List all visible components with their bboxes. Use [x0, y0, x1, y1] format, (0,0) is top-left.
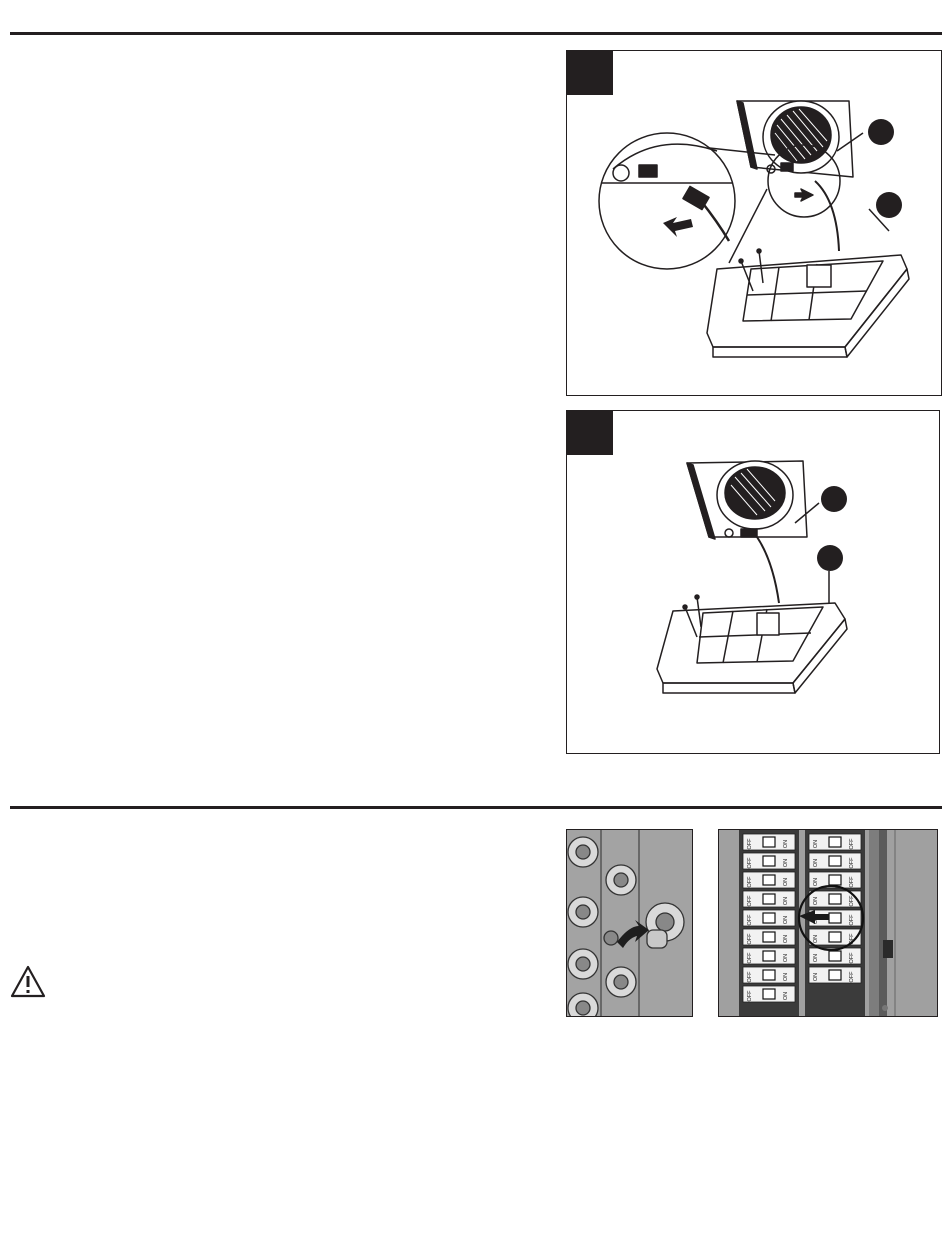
breaker-label: OFF: [747, 952, 753, 964]
breaker-switch: [743, 986, 795, 1002]
fan-grille-wiring-illustration: [567, 51, 943, 397]
breaker-label: OFF: [849, 914, 855, 926]
callout-1: [821, 486, 847, 512]
breaker-label: ON: [813, 972, 819, 982]
breaker-label: OFF: [849, 876, 855, 888]
breaker-label: ON: [813, 953, 819, 963]
fan-grille-assembled-illustration: [567, 411, 941, 755]
breaker-label: OFF: [747, 876, 753, 888]
breaker-label: OFF: [747, 838, 753, 850]
callout-1: [868, 119, 894, 145]
breaker-switch: [743, 872, 795, 888]
breaker-label: OFF: [747, 857, 753, 869]
breaker-label: OFF: [849, 895, 855, 907]
breaker-label: ON: [813, 839, 819, 849]
breaker-switch: [743, 853, 795, 869]
breaker-panel-photo: [718, 829, 938, 1017]
breaker-switch: [743, 910, 795, 926]
breaker-label: OFF: [747, 990, 753, 1002]
breaker-label: OFF: [849, 857, 855, 869]
section-divider-top: [10, 32, 942, 35]
breaker-switch: [743, 948, 795, 964]
section-divider-bottom: [10, 806, 942, 809]
breaker-label: ON: [783, 858, 789, 868]
breaker-switch: [809, 929, 861, 945]
breaker-label: ON: [783, 991, 789, 1001]
breaker-switch: [809, 967, 861, 983]
callout-2: [876, 192, 902, 218]
warning-triangle-icon: [10, 965, 46, 999]
breaker-label: ON: [783, 877, 789, 887]
breaker-label: OFF: [849, 933, 855, 945]
breaker-label: OFF: [849, 952, 855, 964]
breaker-label: OFF: [849, 971, 855, 983]
breaker-label: OFF: [747, 914, 753, 926]
breaker-label: ON: [813, 858, 819, 868]
figure-step-b: [566, 410, 940, 754]
breaker-switch: [809, 834, 861, 850]
breaker-label: ON: [783, 972, 789, 982]
breaker-label: OFF: [747, 895, 753, 907]
breaker-switch: [809, 891, 861, 907]
breaker-label: ON: [783, 839, 789, 849]
breaker-label: ON: [813, 934, 819, 944]
breaker-switch: [743, 967, 795, 983]
breaker-label: ON: [813, 896, 819, 906]
figure-step-a: [566, 50, 942, 396]
breaker-label: OFF: [747, 971, 753, 983]
breaker-label: ON: [813, 877, 819, 887]
breaker-switch: [743, 834, 795, 850]
breaker-label: OFF: [849, 838, 855, 850]
fuse-box-photo: [566, 829, 693, 1017]
breaker-label: ON: [783, 934, 789, 944]
breaker-label: ON: [783, 953, 789, 963]
breaker-label: ON: [783, 896, 789, 906]
breaker-label: OFF: [747, 933, 753, 945]
breaker-switch: [743, 929, 795, 945]
breaker-switch: [743, 891, 795, 907]
breaker-label: ON: [783, 915, 789, 925]
breaker-switch: [809, 853, 861, 869]
callout-2: [817, 545, 843, 571]
